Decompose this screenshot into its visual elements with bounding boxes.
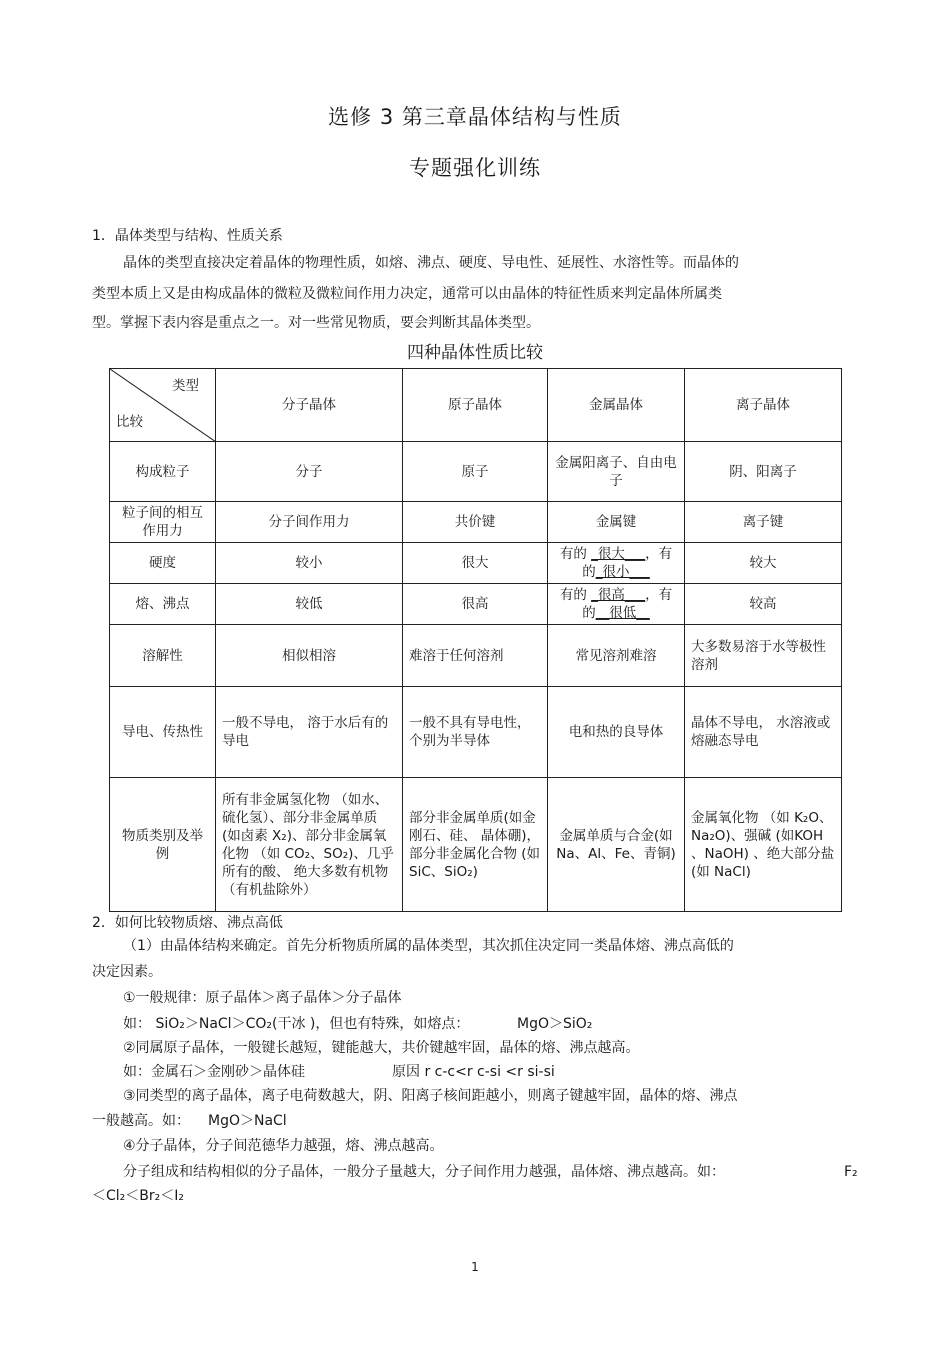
table-cell: 部分非金属单质(如金刚石、硅、 晶体硼)，部分非金属化合物 (如 SiC、SiO₂) — [403, 778, 548, 912]
table-title: 四种晶体性质比较 — [407, 343, 543, 363]
section2-line: MgO＞NaCl — [208, 1113, 287, 1129]
cell-text: ，有的 — [582, 587, 673, 621]
table-cell: 难溶于任何溶剂 — [403, 625, 548, 687]
table-cell: 较大 — [685, 543, 842, 584]
table-cell: 常见溶剂难溶 — [548, 625, 685, 687]
row-label: 熔、沸点 — [110, 584, 216, 625]
section1-paragraph-line2: 类型本质上又是由构成晶体的微粒及微粒间作用力决定，通常可以由晶体的特征性质来判定晶体所属类 — [92, 286, 722, 302]
section2-line: 如： SiO₂＞NaCl＞CO₂(干冰 )，但也有特殊，如熔点： — [123, 1016, 470, 1032]
table-cell: 金属单质与合金(如 Na、Al、Fe、青铜) — [548, 778, 685, 912]
header-metallic: 金属晶体 — [548, 369, 685, 442]
row-label: 物质类别及举例 — [110, 778, 216, 912]
section2-line: F₂ — [844, 1164, 858, 1180]
diagonal-line — [110, 369, 216, 442]
table-cell: 很大 — [403, 543, 548, 584]
table-cell: 晶体不导电， 水溶液或熔融态导电 — [685, 687, 842, 778]
table-cell: 一般不具有导电性，个别为半导体 — [403, 687, 548, 778]
section2-heading: 2．如何比较物质熔、沸点高低 — [92, 915, 283, 931]
table-corner-cell — [110, 369, 216, 442]
table-cell: 原子 — [403, 442, 548, 502]
table-cell — [548, 584, 685, 625]
table-cell: 一般不导电， 溶于水后有的导电 — [216, 687, 403, 778]
section2-line: MgO＞SiO₂ — [517, 1016, 593, 1032]
section2-line: 分子组成和结构相似的分子晶体，一般分子量越大，分子间作用力越强，晶体熔、沸点越高。如： — [123, 1164, 725, 1180]
table-row — [110, 778, 842, 912]
cell-text: ，有的 — [582, 546, 673, 580]
table-cell — [685, 442, 842, 502]
section2-line: （1）由晶体结构来确定。首先分析物质所属的晶体类型，其次抓住决定同一类晶体熔、沸点高低的 — [123, 938, 734, 954]
section2-line: 一般越高。如： — [92, 1113, 190, 1129]
table-cell: 大多数易溶于水等极性溶剂 — [685, 625, 842, 687]
cell-text: 阴、阳离子 — [729, 463, 797, 480]
header-molecular: 分子晶体 — [216, 369, 403, 442]
cell-text: 有的 — [559, 587, 592, 603]
table-row — [110, 442, 842, 502]
corner-type-label: 类型 — [172, 378, 199, 394]
fill-blank-answer: __很低__ — [595, 605, 650, 621]
fill-blank-answer: _很高___ — [591, 587, 646, 603]
section1-paragraph-line3: 型。掌握下表内容是重点之一。对一些常见物质，要会判断其晶体类型。 — [92, 315, 540, 331]
section2-line: 决定因素。 — [92, 964, 162, 980]
document-title: 选修 3 第三章晶体结构与性质 — [328, 105, 622, 129]
crystal-comparison-table — [109, 368, 842, 912]
header-atomic: 原子晶体 — [403, 369, 548, 442]
cell-text: 金属阳离子、自由电子 — [555, 454, 677, 489]
table-row — [110, 687, 842, 778]
section2-line: ③同类型的离子晶体，离子电荷数越大，阴、阳离子核间距越小，则离子键越牢固，晶体的熔、沸点 — [123, 1088, 738, 1104]
row-label: 溶解性 — [110, 625, 216, 687]
header-ionic: 离子晶体 — [685, 369, 842, 442]
section1-heading: 1．晶体类型与结构、性质关系 — [92, 228, 283, 244]
table-cell — [548, 442, 685, 502]
table-cell: 较低 — [216, 584, 403, 625]
table-cell: 所有非金属氢化物 （如水、硫化氢）、部分非金属单质 (如卤素 X₂)、部分非金属氧化物 （如 CO₂、SO₂)、几乎所有的酸、 绝大多数有机物 （有机盐除外） — [216, 778, 403, 912]
table-header-row — [110, 369, 842, 442]
table-cell: 相似相溶 — [216, 625, 403, 687]
cell-text: 有的 — [559, 546, 592, 562]
document-subtitle: 专题强化训练 — [409, 156, 541, 180]
section2-line: ②同属原子晶体，一般键长越短，键能越大，共价键越牢固，晶体的熔、沸点越高。 — [123, 1040, 640, 1056]
row-label: 构成粒子 — [110, 442, 216, 502]
section2-line: ④分子晶体，分子间范德华力越强，熔、沸点越高。 — [123, 1138, 444, 1154]
table-row — [110, 584, 842, 625]
table-cell: 较小 — [216, 543, 403, 584]
section2-line: ①一般规律：原子晶体＞离子晶体＞分子晶体 — [123, 990, 402, 1006]
table-row — [110, 543, 842, 584]
table-cell: 金属氧化物 （如 K₂O、Na₂O)、强碱 (如KOH 、NaOH) 、绝大部分盐 (如 NaCl) — [685, 778, 842, 912]
section2-line: ＜Cl₂＜Br₂＜I₂ — [92, 1188, 184, 1204]
table-cell: 很高 — [403, 584, 548, 625]
fill-blank-answer: _很小___ — [595, 564, 650, 580]
fill-blank-answer: _很大___ — [591, 546, 646, 562]
row-label: 粒子间的相互作用力 — [110, 502, 216, 543]
row-label: 导电、传热性 — [110, 687, 216, 778]
table-cell: 分子间作用力 — [216, 502, 403, 543]
table-cell: 较高 — [685, 584, 842, 625]
table-cell: 分子 — [216, 442, 403, 502]
page-number: 1 — [471, 1260, 479, 1274]
table-cell: 离子键 — [685, 502, 842, 543]
table-cell: 电和热的良导体 — [548, 687, 685, 778]
section2-line: 如：金属石＞金刚砂＞晶体硅 — [123, 1064, 305, 1080]
corner-compare-label: 比较 — [116, 414, 143, 430]
table-cell — [548, 543, 685, 584]
table-cell: 共价键 — [403, 502, 548, 543]
table-row — [110, 502, 842, 543]
section2-line: 原因 r c-c<r c-si <r si-si — [392, 1064, 555, 1080]
table-row — [110, 625, 842, 687]
row-label: 硬度 — [110, 543, 216, 584]
section1-paragraph-line1: 晶体的类型直接决定着晶体的物理性质，如熔、沸点、硬度、导电性、延展性、水溶性等。而晶体的 — [123, 255, 739, 271]
table-cell: 金属键 — [548, 502, 685, 543]
